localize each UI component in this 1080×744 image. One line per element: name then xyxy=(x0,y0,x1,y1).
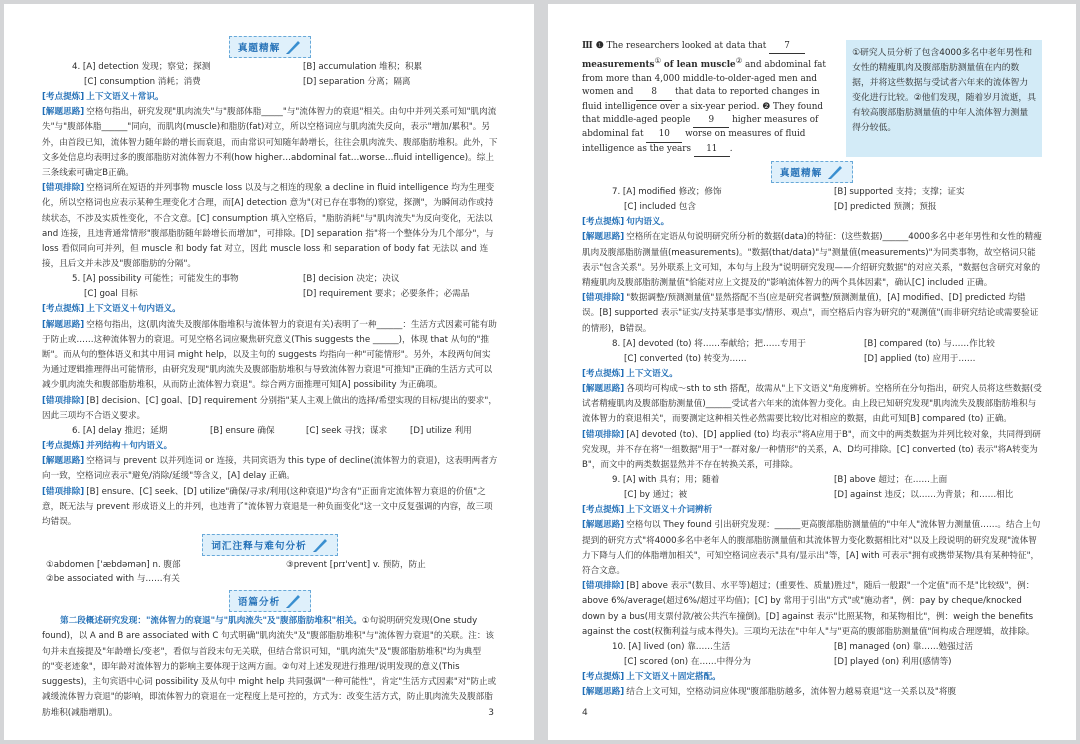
section-header-analysis xyxy=(42,590,498,612)
q9-options-row2 xyxy=(582,488,1042,503)
q4-option-a: 4. [A] detection 发现；察觉；探测 xyxy=(72,62,211,72)
q6-option-a: 6. [A] delay 推迟；延期 xyxy=(72,426,168,437)
q5-option-d: [D] requirement 要求；必要条件；必需品 xyxy=(303,289,470,300)
solution-text: 空格句以 They found 引出研究发现：______更高腹部脂肪测量值的"中年人"流体智力测量值……。结合上句提到的研究方式"将4000多名中老年人的腹部脂肪测量值和其流体智力变化数据相比对"以及上段说明的研究发现"流体智力下降与人们的体脂增加相关"，可知空格词应表示"具有/显示出"等，[A] with 可表示"拥有或携带某物/具有某种特征"，符合文意。 xyxy=(582,520,1041,577)
q6-key-point xyxy=(42,439,498,454)
key-point-text: 上下文语义。 xyxy=(626,368,678,379)
q8-option-a: 8. [A] devoted (to) 将……奉献给；把……专用于 xyxy=(612,338,806,349)
section-title: 词汇注释与难句分析 xyxy=(211,541,307,553)
pen-icon xyxy=(284,593,302,609)
q10-options-row1 xyxy=(582,640,1042,655)
section-title: 真题精解 xyxy=(237,43,281,54)
pen-icon xyxy=(311,537,329,553)
section-header-real-exam xyxy=(42,36,498,58)
tag-solution: [解题思路] xyxy=(42,456,85,467)
key-point-text: 并列结构＋句内语义。 xyxy=(86,441,173,452)
q7-option-b: [B] supported 支持；支撑；证实 xyxy=(834,187,965,198)
key-point-text: 上下文语义＋介词辨析 xyxy=(626,505,713,516)
q10-options-row2 xyxy=(582,655,1042,670)
passage-translation: ①研究人员分析了包含4000多名中老年男性和女性的精瘦肌肉及腹部脂肪测量值在内的数据，并将这些数据与受试者六年来的流体智力变化进行比较。②他们发现，随着岁月流逝，具有较高腹部脂肪测量值的中年人流体智力测量得分较低。 xyxy=(846,40,1042,157)
q6-wrong-options xyxy=(42,485,498,531)
key-point-text: 句内语义。 xyxy=(626,217,670,228)
wrong-options-text: [B] ensure、[C] seek、[D] utilize"确保/寻求/利用(这种衰退)"均含有"正面肯定流体智力衰退的价值"之意，既无法与 prevent 形成语义上的并列，也违背了"流体智力衰退是一种负面变化"这一文中反复强调的内容，故三项均错误。 xyxy=(42,486,493,528)
q7-option-a: 7. [A] modified 修改；修饰 xyxy=(612,187,722,198)
q10-option-a: 10. [A] lived (on) 靠……生活 xyxy=(612,642,731,653)
tag-solution: [解题思路] xyxy=(582,687,625,698)
q8-options-row1 xyxy=(582,337,1042,352)
q8-option-c: [C] converted (to) 转变为…… xyxy=(624,353,747,364)
tag-key-point: [考点提炼] xyxy=(582,217,625,228)
q10-solution xyxy=(582,685,1042,700)
q7-option-d: [D] predicted 预测；预报 xyxy=(834,202,937,213)
tag-wrong-options: [错项排除] xyxy=(42,395,85,406)
wrong-options-text: 空格词所在短语的并列事物 muscle loss 以及与之相连的现象 a decline in fluid intelligence 均为生理变化，所以空格词也应表示某种生理变化才合理，而[A] detection 意为"(对已存在事物的)察觉，探测"，为瞬间动作或持续状态，不涉及实质性变化，不合文意。[C] consumption 填入空格后，"脂肪消耗"与"肌肉流失"为反向变化，无法以 and 连接，且违背通常情形"腹部脂肪随年龄增长而增加"，可排除。[D] separation 指"将一个整体分为几个部分"，与 loss 看似同向可并列，但 muscle 和 body fat 对立，因此 muscle loss 和 separation of body fat 无法以 and 连接，且后文并未涉及"腹部脂肪的分隔"。 xyxy=(42,183,495,270)
blank-11: 11 xyxy=(694,143,730,157)
tag-wrong-options: [错项排除] xyxy=(582,429,625,440)
q5-option-a: 5. [A] possibility 可能性；可能发生的事物 xyxy=(72,274,239,285)
section-header-real-exam xyxy=(582,161,1042,183)
tag-wrong-options: [错项排除] xyxy=(42,183,85,194)
blank-10: 10 xyxy=(646,128,682,142)
q4-option-b: [B] accumulation 堆积；积累 xyxy=(303,62,423,72)
q7-wrong-options xyxy=(582,291,1042,337)
key-point-text: 上下文语义＋常识。 xyxy=(86,92,164,102)
q9-option-b: [B] above 超过；在……上面 xyxy=(834,475,948,486)
passage-text: that data to reported changes in fluid intelligence over a six-year period. ❷ They found that middle-aged people xyxy=(582,87,823,125)
q4-options-row1 xyxy=(42,60,498,75)
analysis-paragraph xyxy=(42,614,498,720)
blank-9: 9 xyxy=(693,114,729,128)
q10-key-point xyxy=(582,670,1042,685)
page-number: 3 xyxy=(488,708,494,718)
q10-option-d: [D] played (on) 利用(感情等) xyxy=(834,657,952,668)
q5-options-row2 xyxy=(42,287,498,302)
q4-key-point xyxy=(42,90,498,105)
passage-text: The researchers looked at data that xyxy=(606,41,767,51)
section-title: 真题精解 xyxy=(779,168,823,180)
q5-option-b: [B] decision 决定；决议 xyxy=(303,274,400,285)
q6-option-b: [B] ensure 确保 xyxy=(210,426,275,437)
page-number: 4 xyxy=(582,708,588,718)
tag-wrong-options: [错项排除] xyxy=(582,293,625,304)
q7-option-c: [C] included 包含 xyxy=(624,202,696,213)
vocab-abdomen: ①abdomen ['æbdəmən] n. 腹部 xyxy=(46,560,181,571)
q9-key-point xyxy=(582,503,1042,518)
vocab-row1 xyxy=(42,558,498,572)
blank-7: 7 xyxy=(769,40,805,54)
analysis-body: ①句说明研究发现(One study found)，以 A and B are associated with C 句式明确"肌肉流失"及"腹部脂肪堆积"与"流体智力衰退"的关联。注：该句并未直接提及"年龄增长/变老"，看似与首段末句无关联，但结合常识可知，"肌肉流失"及"腹部脂肪堆积"均为典型的"变老迹象"，即年龄对流体智力的影响主要体现于这两方面。②句对上述发现进行推理/说明发现的意义(This suggests)，主句宾语中心词 possibility 及从句中 might help 共同强调"一种可能性"，肯定"生活方式因素"对"防止或减缓流体智力衰退"的影响，即流体智力的衰退在一定程度上是可控的，方式为：改变生活方式，防止肌肉流失及腹部脂肪堆积(减脂增肌)。 xyxy=(42,616,497,718)
q8-wrong-options xyxy=(582,428,1042,474)
q8-options-row2 xyxy=(582,352,1042,367)
q9-options-row1 xyxy=(582,473,1042,488)
right-page xyxy=(548,4,1076,740)
passage-block xyxy=(582,40,1042,157)
solution-text: 空格所在定语从句说明研究所分析的数据(data)的特征：(这些数据)______4000多名中老年男性和女性的精瘦肌肉及腹部脂肪测量值(measurements)。"数据(that/data)"与"测量值(measurements)"为同类事物，故空格词只能表示"包含关系"。另外联系上文可知，本句与上段为"说明研究发现——介绍研究数据"的对应关系，"数据包含研究对象的精瘦肌肉及腹部脂肪测量值"恰能对应上文提及的"影响流体智力的两个具体因素"，确认[C] included 正确。 xyxy=(582,232,1042,288)
solution-text: 空格句指出，这(肌肉流失及腹部体脂堆积与流体智力的衰退有关)表明了一种______：生活方式因素可能有助于防止或……这种流体智力的衰退。可见空格名词应聚焦研究意义(This suggests the ______)，体现 that 从句的"推断"。而从句的整体语义和其中用词 might help，以及主句的 suggests 均指向一种"可能情形"。另外，本段两句间实为通过逻辑推理得出可能情形，由研究发现"肌肉流失及腹部脂肪堆积与导致流体智力衰退"可推知"正确的生活方式可以减少肌肉流失和腹部脂肪堆积，从而防止流体智力衰退"。综合两方面推理可知[A] possibility 为正确项。 xyxy=(42,319,497,391)
q5-key-point xyxy=(42,302,498,317)
q7-key-point xyxy=(582,215,1042,230)
q10-option-b: [B] managed (on) 靠……勉强过活 xyxy=(834,642,973,653)
solution-text: 空格词与 prevent 以并列连词 or 连接，共同宾语为 this type of decline(流体智力的衰退)，这表明两者方向一致，空格词应表示"避免/消除/延缓"等含义，[A] delay 正确。 xyxy=(42,456,498,482)
pen-icon xyxy=(284,39,302,55)
wrong-options-text: [B] above 表示"(数目、水平等)超过；(重要性、质量)胜过"，随后一般跟"一个定值"而不是"比较级"，例：above 6%/average(超过6%/超过平均值)；[C] by 常用于引出"方式"或"施动者"，例：pay by cheque/knocked down by a bus(用支票付款/被公共汽车撞倒)。[D] against 表示"比照某物，和某物相比"，例：weigh the benefits against the cost(权衡利益与成本得失)。三项均无法在"中年人"与"更高的腹部脂肪测量值"间构成合理逻辑，故排除。 xyxy=(582,581,1035,637)
blank-8: 8 xyxy=(636,86,672,100)
wrong-options-text: [B] decision、[C] goal、[D] requirement 分别指"某人主观上做出的选择/希望实现的目标/提出的要求"，因此三项均不合语义要求。 xyxy=(42,395,497,421)
q5-option-c: [C] goal 目标 xyxy=(84,289,138,300)
solution-text: 结合上文可知，空格动词应体现"腹部脂肪越多，流体智力越易衰退"这一关系以及"将腹 xyxy=(626,687,957,698)
q8-option-d: [D] applied (to) 应用于…… xyxy=(864,353,976,364)
q8-key-point xyxy=(582,367,1042,382)
q9-option-c: [C] by 通过；被 xyxy=(624,490,688,501)
tag-key-point: [考点提炼] xyxy=(42,92,85,102)
q9-option-d: [D] against 违反；以……为背景；和……相比 xyxy=(834,490,1014,501)
passage-text: and abdominal fat from more than 4,000 middle-to-older-aged men and women and xyxy=(582,60,826,98)
tag-solution: [解题思路] xyxy=(42,107,85,118)
q7-solution xyxy=(582,230,1042,291)
wrong-options-text: "数据调整/预测测量值"显然搭配不当(应是研究者调整/预测测量值)，[A] modified、[D] predicted 均错误。[B] supported 表示"证实/支持某事是事实/情形、观点"，而空格后内容为研究的"观测值"(而非研究结论或需要验证的情形)，B错误。 xyxy=(582,293,1039,334)
tag-wrong-options: [错项排除] xyxy=(582,581,625,592)
tag-key-point: [考点提炼] xyxy=(582,672,625,683)
solution-text: 各项均可构成～sth to sth 搭配，故需从"上下文语义"角度辨析。空格所在分句指出，研究人员将这些数据(受试者精瘦肌肉及腹部脂肪测量值)______受试者六年来的流体智力变化。由上段已知研究发现"肌肉流失及腹部脂肪堆积与流体智力的衰退相关"，而要测定这种相关性必然需要比较/比对相应的数据，由此可知[B] compared (to) 正确。 xyxy=(582,384,1042,425)
tag-solution: [解题思路] xyxy=(582,232,625,243)
q7-options-row1 xyxy=(582,185,1042,200)
left-page xyxy=(4,4,534,740)
vocab-prevent: ③prevent [prɪ'vent] v. 预防，防止 xyxy=(286,560,426,571)
vocab-associated: ②be associated with 与……有关 xyxy=(46,574,180,585)
tag-wrong-options: [错项排除] xyxy=(42,486,85,497)
q9-wrong-options xyxy=(582,579,1042,640)
solution-text: 空格句指出，研究发现"肌肉流失"与"腹部体脂_____"与"流体智力的衰退"相关。由句中并列关系可知"肌肉流失"与"腹部体脂______"同向，而肌肉(muscle)和脂肪(fat)对立，所以空格词应与肌肉流失反向，表示"增加/累积"。另外，由首段已知，流体智力随年龄的增长而衰退，而由常识可知随年龄增长，往往会肌肉流失、腹部脂肪堆积。此外，下文多处信息均表明过多的腹部脂肪对流体智力不利(how higher…abdominal fat…worse…fluid intelligence)。综上三条线索可确定B正确。 xyxy=(42,107,498,179)
section-header-vocab xyxy=(42,534,498,556)
passage-text: higher measures of abdominal fat xyxy=(582,114,819,140)
tag-solution: [解题思路] xyxy=(42,319,85,330)
q10-option-c: [C] scored (on) 在……中得分为 xyxy=(624,657,752,668)
q6-option-c: [C] seek 寻找；谋求 xyxy=(306,426,388,437)
q7-options-row2 xyxy=(582,200,1042,215)
passage-keyword: of lean muscle xyxy=(663,60,736,71)
q8-solution xyxy=(582,382,1042,428)
q5-solution xyxy=(42,318,498,394)
q4-options-row2 xyxy=(42,75,498,90)
vocab-row2 xyxy=(42,572,498,586)
q6-solution xyxy=(42,454,498,484)
wrong-options-text: [A] devoted (to)、[D] applied (to) 均表示"将A应用于B"，而文中的两类数据为并列比较对象，共同得到研究发现，并不存在将"一组数据"用于"一群对象/一种情形"的关系，A、D均可排除。[C] converted (to) 表示"将A转变为B"，而文中的两类数据显然并不存在转换关系，可排除。 xyxy=(582,429,1041,471)
passage-keyword: measurements xyxy=(582,60,655,71)
tag-key-point: [考点提炼] xyxy=(582,368,625,379)
tag-key-point: [考点提炼] xyxy=(42,441,85,452)
q8-option-b: [B] compared (to) 与……作比较 xyxy=(864,338,995,349)
q9-option-a: 9. [A] with 具有；用；随着 xyxy=(612,475,720,486)
section-title: 语篇分析 xyxy=(237,597,281,609)
tag-solution: [解题思路] xyxy=(582,384,625,394)
tag-key-point: [考点提炼] xyxy=(582,505,625,516)
passage-english: Ⅲ ❶ The researchers looked at data that 7 measurements① of lean muscle② and abdominal fat from more than 4,000 middle-to-older-aged men and women and 8 that data to reported changes in fluid intelligence over a six-year period. ❷ They found that middle-aged people 9 higher measures of abdominal fat 10 worse on measures of fluid intelligence as the years 11 . xyxy=(582,40,838,157)
q6-option-d: [D] utilize 利用 xyxy=(410,426,472,437)
q6-options xyxy=(42,424,498,439)
q4-option-c: [C] consumption 消耗；消费 xyxy=(84,77,201,87)
para-marker: Ⅲ ❶ xyxy=(582,41,604,51)
q5-wrong-options xyxy=(42,394,498,424)
tag-solution: [解题思路] xyxy=(582,520,625,531)
tag-key-point: [考点提炼] xyxy=(42,304,85,315)
q4-solution xyxy=(42,105,498,181)
pen-icon xyxy=(826,164,844,180)
analysis-heading: 第二段概述研究发现："流体智力的衰退"与"肌肉流失"及"腹部脂肪堆积"相关。 xyxy=(60,616,362,627)
key-point-text: 上下文语义＋固定搭配。 xyxy=(626,672,721,683)
q5-options-row1 xyxy=(42,272,498,287)
q4-wrong-options xyxy=(42,181,498,272)
key-point-text: 上下文语义＋句内语义。 xyxy=(86,304,181,315)
q9-solution xyxy=(582,518,1042,579)
q4-option-d: [D] separation 分离；隔离 xyxy=(303,77,411,87)
passage-text: worse on measures of fluid intelligence as the years xyxy=(582,129,806,154)
